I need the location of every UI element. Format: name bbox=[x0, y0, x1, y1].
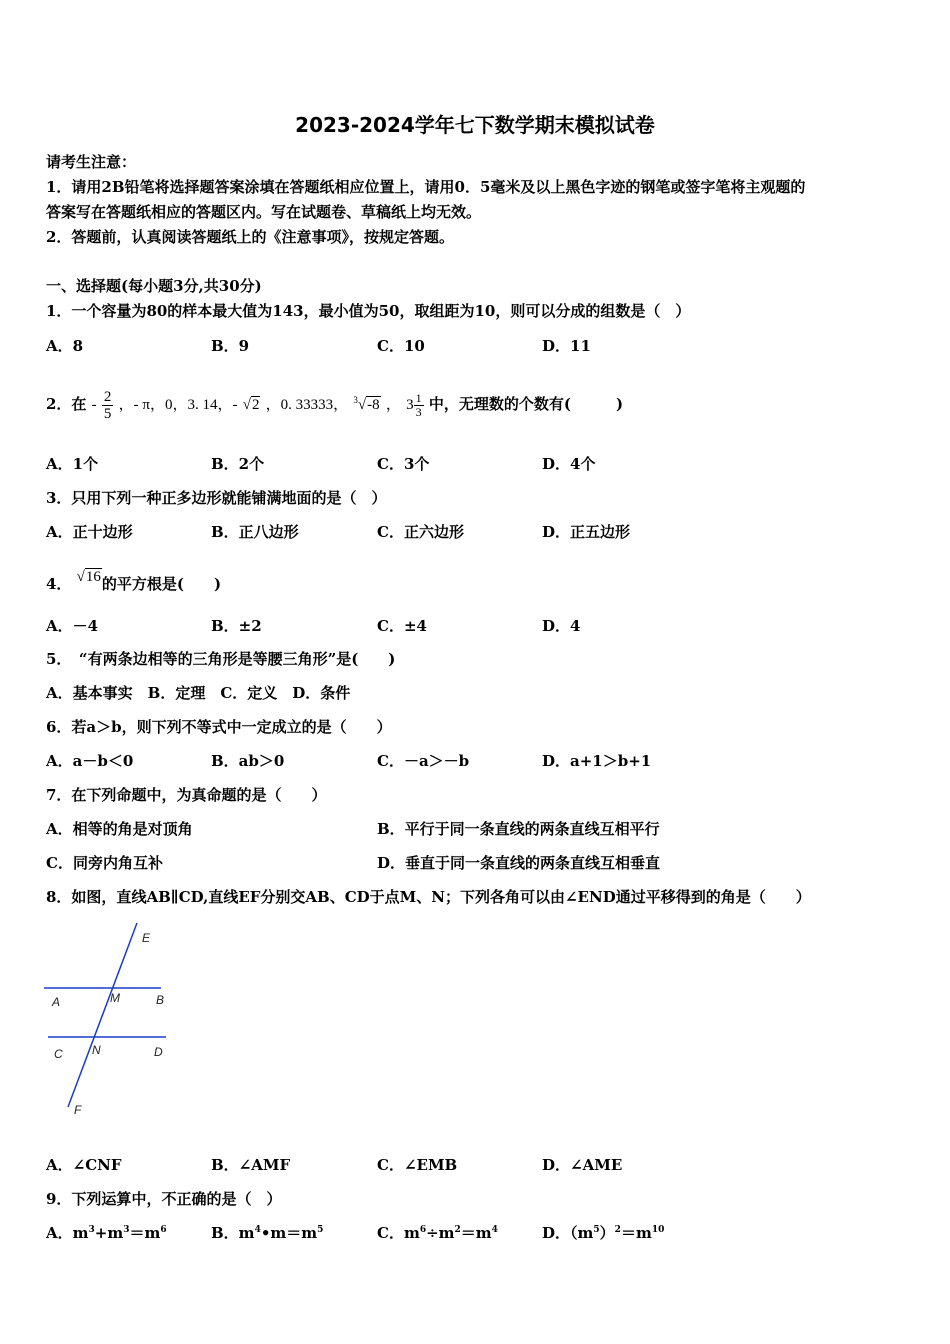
notice-line-2: 2．答题前，认真阅读答题纸上的《注意事项》，按规定答题。 bbox=[46, 228, 454, 246]
q7-option-a[interactable]: A．相等的角是对顶角 bbox=[46, 820, 193, 838]
q3-option-a[interactable]: A．正十边形 bbox=[46, 523, 133, 541]
q9a-e3: 6 bbox=[160, 1225, 167, 1235]
q2-option-a[interactable]: A．1个 bbox=[46, 455, 99, 473]
q7-stem: 7．在下列命题中，为真命题的是（ ） bbox=[46, 786, 327, 804]
q3-stem: 3．只用下列一种正多边形就能铺满地面的是（ ） bbox=[46, 489, 387, 507]
q5-options[interactable]: A．基本事实 B．定理 C．定义 D．条件 bbox=[46, 684, 351, 702]
q2-mixed-num: 1 bbox=[415, 390, 422, 405]
q9d-e1: 5 bbox=[593, 1225, 600, 1235]
q8-stem: 8．如图，直线AB∥CD,直线EF分别交AB、CD于点M、N；下列各角可以由∠END通过平移得到的角是（ ） bbox=[46, 888, 811, 906]
q6-option-c[interactable]: C．－a＞－b bbox=[377, 752, 470, 770]
q9-option-d[interactable] bbox=[542, 1223, 664, 1243]
q6-option-b[interactable]: B．ab＞0 bbox=[211, 752, 285, 770]
q9c-t1: C．m bbox=[377, 1224, 420, 1242]
q9d-t3: ＝m bbox=[620, 1224, 652, 1242]
q6-option-d[interactable]: D．a+1＞b+1 bbox=[542, 752, 652, 770]
line-ef bbox=[68, 923, 137, 1107]
q8-option-d[interactable]: D．∠AME bbox=[542, 1156, 623, 1174]
q2-fraction bbox=[102, 389, 114, 422]
q5-stem: 5． “有两条边相等的三角形是等腰三角形”是( ) bbox=[46, 650, 396, 668]
q2-option-c[interactable]: C．3个 bbox=[377, 455, 430, 473]
q9-option-c[interactable] bbox=[377, 1223, 498, 1243]
q9b-e1: 4 bbox=[254, 1225, 261, 1235]
notice-line-1a: 1．请用2B铅笔将选择题答案涂填在答题纸相应位置上，请用0．5毫米及以上黑色字迹的钢笔或签字笔将主观题的 bbox=[46, 178, 806, 196]
q9-option-b[interactable] bbox=[211, 1223, 323, 1243]
q2-suffix: 中，无理数的个数有( ) bbox=[428, 395, 624, 413]
q9c-t3: ＝m bbox=[460, 1224, 492, 1242]
q9c-e1: 6 bbox=[419, 1225, 427, 1235]
notice-line-1b: 答案写在答题纸相应的答题区内。写在试题卷、草稿纸上均无效。 bbox=[46, 203, 482, 221]
q7-option-d[interactable]: D．垂直于同一条直线的两条直线互相垂直 bbox=[377, 854, 661, 872]
q2-mixed-whole: 3 bbox=[406, 397, 414, 413]
q9b-t1: B．m bbox=[211, 1224, 255, 1242]
q9-option-a[interactable] bbox=[46, 1223, 167, 1243]
q8-option-a[interactable]: A．∠CNF bbox=[46, 1156, 122, 1174]
q3-option-d[interactable]: D．正五边形 bbox=[542, 523, 631, 541]
q2-sep3: ， bbox=[385, 397, 401, 413]
q9d-t2: ） bbox=[599, 1224, 615, 1242]
q4-sqrt16: √16 bbox=[76, 569, 101, 585]
q2-sep1: ，- π，0，3. 14，- bbox=[118, 397, 238, 413]
q2-option-d[interactable]: D．4个 bbox=[542, 455, 596, 473]
q4-stem bbox=[46, 559, 221, 602]
q2-frac-den: 5 bbox=[103, 405, 112, 422]
q2-prefix: 2．在 bbox=[46, 395, 87, 413]
q2-sep2: ，0. 33333， bbox=[265, 397, 349, 413]
label-e: E bbox=[142, 931, 151, 945]
section-heading: 一、选择题(每小题3分,共30分) bbox=[46, 277, 262, 295]
q2-neg: - bbox=[91, 397, 97, 413]
notice-heading: 请考生注意： bbox=[46, 153, 137, 171]
label-c: C bbox=[54, 1047, 63, 1061]
q3-option-b[interactable]: B．正八边形 bbox=[211, 523, 299, 541]
q6-stem: 6．若a＞b，则下列不等式中一定成立的是（ ） bbox=[46, 718, 392, 736]
q1-option-a[interactable]: A．8 bbox=[46, 337, 84, 355]
q2-mixed-frac bbox=[414, 392, 424, 419]
q8-option-c[interactable]: C．∠EMB bbox=[377, 1156, 458, 1174]
q9b-t2: •m＝m bbox=[260, 1224, 318, 1242]
q2-cbrt: $^3$√-8 bbox=[353, 395, 380, 413]
q4-option-d[interactable]: D．4 bbox=[542, 617, 581, 635]
q9a-e1: 3 bbox=[88, 1225, 95, 1235]
q2-sqrt2: √2 bbox=[242, 397, 260, 413]
q1-option-d[interactable]: D．11 bbox=[542, 337, 591, 355]
q9a-t2: +m bbox=[94, 1224, 124, 1242]
q4-sqrt-rad: 16 bbox=[85, 569, 101, 585]
label-f: F bbox=[74, 1103, 82, 1117]
label-a: A bbox=[52, 995, 61, 1009]
q2-frac-num: 2 bbox=[103, 388, 112, 405]
q8-figure bbox=[40, 920, 180, 1120]
q9a-t3: ＝m bbox=[129, 1224, 161, 1242]
q2-mixed-den: 3 bbox=[415, 404, 422, 419]
q1-option-b[interactable]: B．9 bbox=[211, 337, 250, 355]
q9a-e2: 3 bbox=[123, 1225, 130, 1235]
q2-cbrt-rad: -8 bbox=[367, 397, 380, 413]
label-d: D bbox=[154, 1045, 163, 1059]
label-n: N bbox=[92, 1043, 101, 1057]
q4-prefix: 4． bbox=[46, 575, 72, 593]
q2-cbrt-index: 3 bbox=[353, 395, 358, 405]
q4-option-a[interactable]: A．－4 bbox=[46, 617, 99, 635]
q9b-e2: 5 bbox=[317, 1225, 324, 1235]
q9c-e2: 2 bbox=[454, 1225, 461, 1235]
q2-sqrt2-rad: 2 bbox=[251, 397, 260, 413]
q2-stem bbox=[46, 374, 623, 434]
q9c-t2: ÷m bbox=[426, 1224, 455, 1242]
q6-option-a[interactable]: A．a－b＜0 bbox=[46, 752, 134, 770]
q9d-t1: D．（m bbox=[542, 1224, 594, 1242]
q2-option-b[interactable]: B．2个 bbox=[211, 455, 265, 473]
q8-option-b[interactable]: B．∠AMF bbox=[211, 1156, 291, 1174]
q9-stem: 9．下列运算中，不正确的是（ ） bbox=[46, 1190, 282, 1208]
label-m: M bbox=[110, 991, 120, 1005]
q4-suffix: 的平方根是( ) bbox=[101, 575, 222, 593]
q3-option-c[interactable]: C．正六边形 bbox=[377, 523, 464, 541]
q9a-t1: A．m bbox=[46, 1224, 89, 1242]
page-title: 2023-2024学年七下数学期末模拟试卷 bbox=[295, 113, 655, 137]
q1-option-c[interactable]: C．10 bbox=[377, 337, 425, 355]
label-b: B bbox=[156, 993, 165, 1007]
q9d-e2: 2 bbox=[614, 1225, 621, 1235]
q7-option-b[interactable]: B．平行于同一条直线的两条直线互相平行 bbox=[377, 820, 660, 838]
q7-option-c[interactable]: C．同旁内角互补 bbox=[46, 854, 163, 872]
q9d-e3: 10 bbox=[651, 1225, 665, 1235]
q9c-e3: 4 bbox=[491, 1225, 498, 1235]
q4-option-c[interactable]: C．±4 bbox=[377, 617, 427, 635]
q4-option-b[interactable]: B．±2 bbox=[211, 617, 262, 635]
q1-stem: 1．一个容量为80的样本最大值为143，最小值为50，取组距为10，则可以分成的组数是（ ） bbox=[46, 302, 691, 320]
